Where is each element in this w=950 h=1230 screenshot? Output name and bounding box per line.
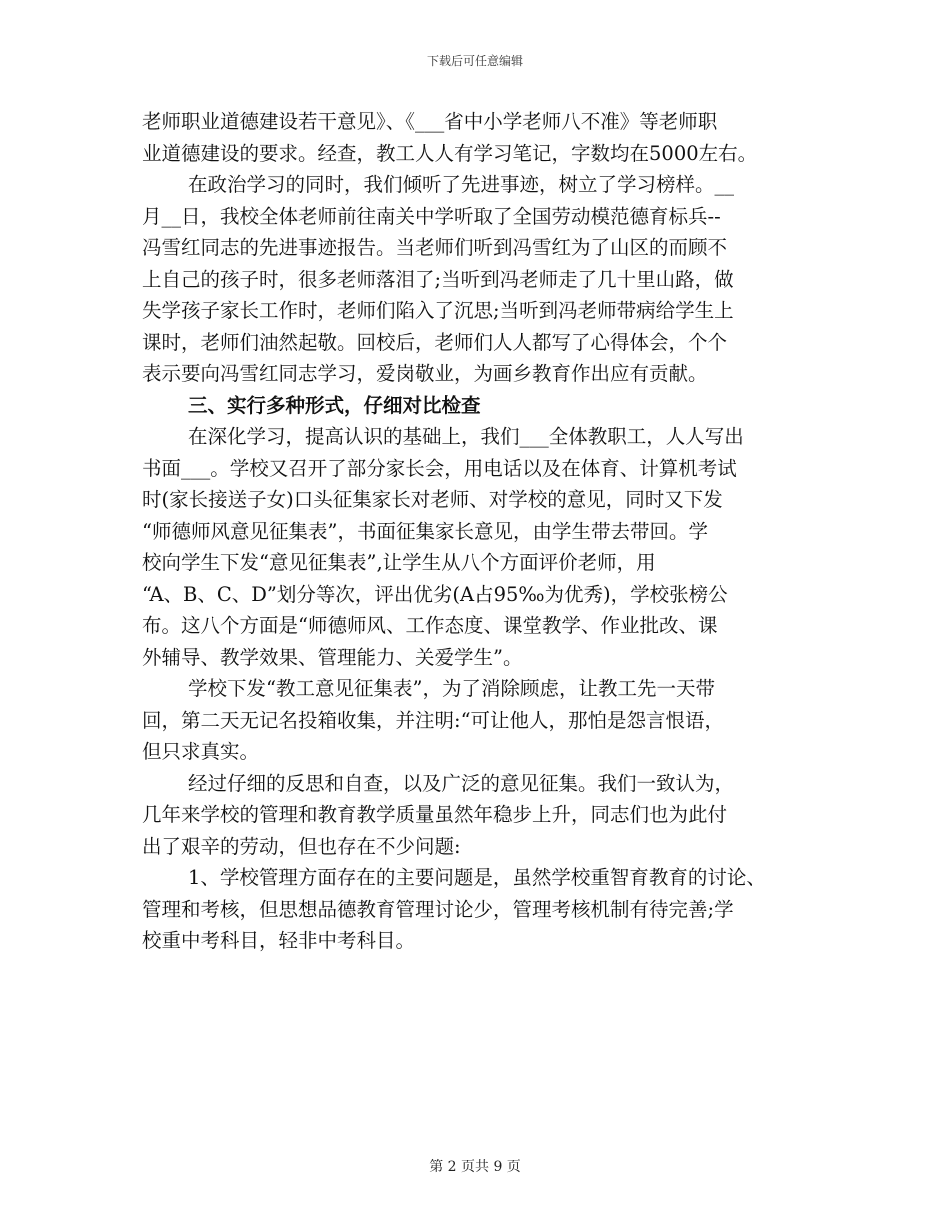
body-line: 时(家长接送子女)口头征集家长对老师、对学校的意见，同时又下发 bbox=[142, 488, 723, 511]
body-line: 课时，老师们油然起敬。回校后，老师们人人都写了心得体会，个个 bbox=[142, 330, 728, 354]
body-line: 管理和考核，但思想品德教育管理讨论少，管理考核机制有待完善;学 bbox=[142, 897, 734, 921]
body-line: 1、学校管理方面存在的主要问题是，虽然学校重智育教育的讨论、 bbox=[188, 866, 766, 889]
body-line: 校向学生下发“意见征集表”,让学生从八个方面评价老师，用 bbox=[142, 551, 656, 574]
body-line: 在政治学习的同时，我们倾听了先进事迹，树立了学习榜样。__ bbox=[188, 173, 735, 196]
body-line: “师德师风意见征集表”，书面征集家长意见，由学生带去带回。学 bbox=[142, 519, 708, 543]
document-body bbox=[142, 106, 832, 957]
body-line: 校重中考科目，轻非中考科目。 bbox=[142, 929, 416, 952]
body-line: 在深化学习，提高认识的基础上，我们___全体教职工，人人写出 bbox=[188, 425, 744, 448]
body-line: 业道德建设的要求。经查，教工人人有学习笔记，字数均在5000左右。 bbox=[142, 141, 758, 165]
body-line: 冯雪红同志的先进事迹报告。当老师们听到冯雪红为了山区的而顾不 bbox=[142, 236, 728, 259]
body-line: 出了艰辛的劳动，但也存在不少问题: bbox=[142, 834, 461, 858]
body-line: 但只求真实。 bbox=[142, 740, 260, 763]
body-line: 老师职业道德建设若干意见》、《___省中小学老师八不准》等老师职 bbox=[142, 110, 718, 133]
section-heading: 三、实行多种形式，仔细对比检查 bbox=[188, 393, 481, 417]
body-line: 书面___。学校又召开了部分家长会，用电话以及在体育、计算机考试 bbox=[142, 456, 737, 480]
body-line: 月__日，我校全体老师前往南关中学听取了全国劳动模范德育标兵-- bbox=[142, 204, 721, 228]
body-line: 布。这八个方面是“师德师风、工作态度、课堂教学、作业批改、课 bbox=[142, 614, 718, 637]
body-line: 几年来学校的管理和教育教学质量虽然年稳步上升，同志们也为此付 bbox=[142, 803, 728, 826]
page-footer: 第 2 页共 9 页 bbox=[429, 1159, 521, 1175]
body-line: 回，第二天无记名投箱收集，并注明:“可让他人，那怕是怨言恨语， bbox=[142, 708, 725, 732]
page-header: 下载后可任意编辑 bbox=[426, 54, 523, 68]
body-line: 上自己的孩子时，很多老师落泪了;当听到冯老师走了几十里山路，做 bbox=[142, 267, 734, 291]
body-line: “A、B、C、D”划分等次，评出优劣(A占95‰为优秀)，学校张榜公 bbox=[142, 582, 728, 606]
body-line: 外辅导、教学效果、管理能力、关爱学生”。 bbox=[142, 645, 523, 669]
body-line: 经过仔细的反思和自查，以及广泛的意见征集。我们一致认为， bbox=[188, 771, 735, 795]
body-line: 学校下发“教工意见征集表”，为了消除顾虑，让教工先一天带 bbox=[188, 677, 715, 700]
body-line: 失学孩子家长工作时，老师们陷入了沉思;当听到冯老师带病给学生上 bbox=[142, 299, 734, 322]
body-line: 表示要向冯雪红同志学习，爱岗敬业，为画乡教育作出应有贡献。 bbox=[142, 362, 708, 385]
